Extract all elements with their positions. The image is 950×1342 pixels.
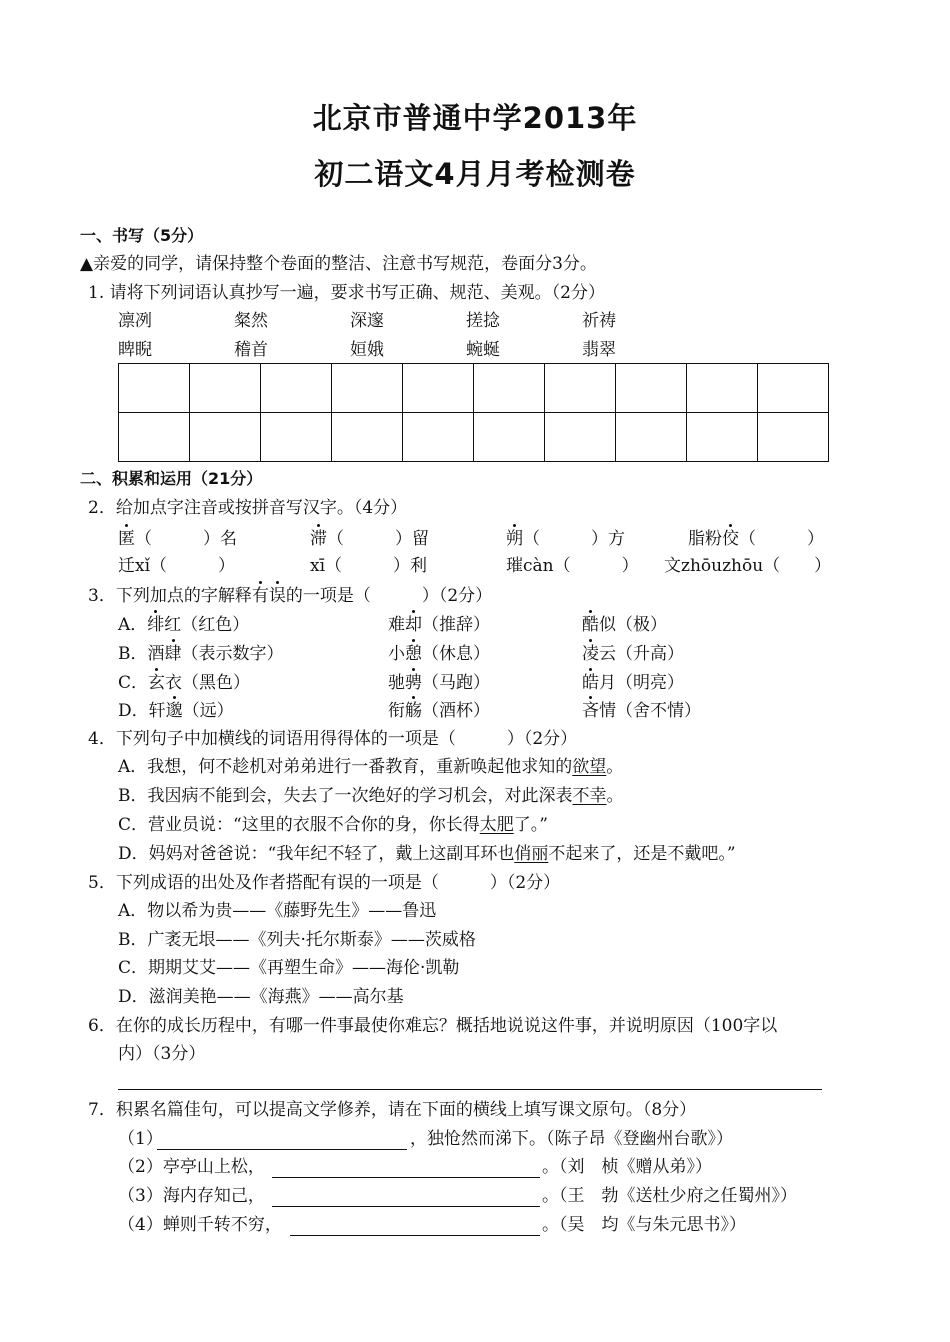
- q7-item-3-label: （3）海内存知己，: [118, 1186, 265, 1206]
- word-item: 深邃: [350, 311, 384, 331]
- word-item: 粲然: [234, 311, 268, 331]
- grid-cell[interactable]: [332, 364, 403, 413]
- q3-option-d-3: 吝情（舍不情）: [582, 701, 701, 721]
- grid-cell[interactable]: [403, 364, 474, 413]
- word-item: 搓捻: [466, 311, 500, 331]
- q3-option-c-2: 驰骋（马跑）: [388, 673, 490, 693]
- question-1-stem: 1. 请将下列词语认真抄写一遍，要求书写正确、规范、美观。（2分）: [88, 283, 605, 303]
- grid-cell[interactable]: [687, 413, 758, 462]
- grid-cell[interactable]: [119, 364, 190, 413]
- q3-option-b-3: 凌云（升高）: [582, 644, 684, 664]
- grid-cell[interactable]: [119, 413, 190, 462]
- q7-item-4-text: 。（吴 均《与朱元思书》）: [542, 1215, 746, 1235]
- q3-option-a-1: A．绯红（红色）: [118, 615, 250, 635]
- grid-cell[interactable]: [687, 364, 758, 413]
- q4-option-a: A．我想，何不趁机对弟弟进行一番教育，重新唤起他求知的欲望。: [118, 757, 624, 777]
- section1-note: ▲亲爱的同学，请保持整个卷面的整洁、注意书写规范，卷面分3分。: [80, 254, 597, 274]
- grid-cell[interactable]: [190, 413, 261, 462]
- grid-cell[interactable]: [545, 364, 616, 413]
- grid-cell[interactable]: [474, 364, 545, 413]
- q7-item-3-text: 。（王 勃《送杜少府之任蜀州》）: [542, 1186, 797, 1206]
- grid-cell[interactable]: [545, 413, 616, 462]
- section1-heading: 一、书写（5分）: [80, 226, 204, 245]
- word-item: 祈祷: [582, 311, 616, 331]
- handwriting-grid[interactable]: [118, 363, 829, 462]
- word-item: 睥睨: [118, 340, 152, 360]
- grid-cell[interactable]: [616, 413, 687, 462]
- q5-option-b: B．广袤无垠——《列夫·托尔斯泰》——茨威格: [118, 930, 476, 950]
- q3-option-b-1: B．酒肆（表示数字）: [118, 644, 284, 664]
- q3-option-a-3: 酷似（极）: [582, 615, 667, 635]
- q2-item-5: 迁xǐ（ ）: [118, 556, 236, 576]
- q2-item-1: 匿（ ）名: [118, 529, 237, 549]
- q2-item-2: 滞（ ）留: [310, 529, 429, 549]
- q2-item-8: 文zhōuzhōu（ ）: [664, 556, 832, 576]
- q6-answer-line[interactable]: [118, 1089, 822, 1090]
- q2-item-6: xī（ ）利: [310, 556, 428, 576]
- q3-option-d-1: D．轩邈（远）: [118, 701, 234, 721]
- q7-item-1-blank[interactable]: [157, 1149, 407, 1150]
- word-item: 姮娥: [350, 340, 384, 360]
- q7-item-3-blank[interactable]: [272, 1206, 540, 1207]
- word-item: 凛冽: [118, 311, 152, 331]
- page-title-line2: 初二语文4月月考检测卷: [314, 157, 636, 191]
- grid-cell[interactable]: [758, 364, 829, 413]
- word-item: 稽首: [234, 340, 268, 360]
- q7-item-1-text: ，独怆然而涕下。（陈子昂《登幽州台歌》）: [410, 1129, 733, 1149]
- grid-cell[interactable]: [616, 364, 687, 413]
- q3-option-c-3: 皓月（明亮）: [582, 673, 684, 693]
- q7-item-4-label: （4）蝉则千转不穷，: [118, 1215, 282, 1235]
- question-4-stem: 4．下列句子中加横线的词语用得得体的一项是（ ）（2分）: [88, 729, 578, 749]
- grid-cell[interactable]: [474, 413, 545, 462]
- q2-item-7: 璀càn（ ）: [506, 556, 639, 576]
- word-item: 蜿蜒: [466, 340, 500, 360]
- question-2-stem: 2．给加点字注音或按拼音写汉字。（4分）: [88, 498, 408, 518]
- grid-cell[interactable]: [261, 413, 332, 462]
- q3-option-a-2: 难却（推辞）: [388, 615, 490, 635]
- q7-item-1-label: （1）: [118, 1129, 163, 1149]
- q5-option-c: C．期期艾艾——《再塑生命》——海伦·凯勒: [118, 958, 460, 978]
- grid-cell[interactable]: [261, 364, 332, 413]
- q2-item-4: 脂粉佼（ ）: [688, 529, 824, 549]
- grid-cell[interactable]: [403, 413, 474, 462]
- section2-heading: 二、积累和运用（21分）: [80, 469, 263, 488]
- grid-cell[interactable]: [758, 413, 829, 462]
- grid-cell[interactable]: [190, 364, 261, 413]
- q3-option-b-2: 小憩（休息）: [388, 644, 490, 664]
- question-3-stem: 3．下列加点的字解释有误的一项是（ ）（2分）: [88, 586, 493, 606]
- question-5-stem: 5．下列成语的出处及作者搭配有误的一项是（ ）（2分）: [88, 873, 561, 893]
- question-6-stem-line2: 内）（3分）: [118, 1044, 206, 1064]
- q5-option-d: D．滋润美艳——《海燕》——高尔基: [118, 987, 404, 1007]
- q3-option-c-1: C．玄衣（黑色）: [118, 673, 251, 693]
- word-item: 翡翠: [582, 340, 616, 360]
- q7-item-2-label: （2）亭亭山上松，: [118, 1157, 265, 1177]
- q2-item-3: 朔（ ）方: [506, 529, 625, 549]
- page-title-line1: 北京市普通中学2013年: [312, 101, 638, 135]
- grid-cell[interactable]: [332, 413, 403, 462]
- question-7-stem: 7．积累名篇佳句，可以提高文学修养，请在下面的横线上填写课文原句。（8分）: [88, 1100, 697, 1120]
- q5-option-a: A．物以希为贵——《藤野先生》——鲁迅: [118, 901, 437, 921]
- q7-item-2-blank[interactable]: [272, 1177, 540, 1178]
- q3-option-d-2: 衔觞（酒杯）: [388, 701, 490, 721]
- q7-item-2-text: 。（刘 桢《赠从弟》）: [542, 1157, 712, 1177]
- q4-option-c: C．营业员说：“这里的衣服不合你的身，你长得太肥了。”: [118, 815, 548, 835]
- q4-option-d: D．妈妈对爸爸说：“我年纪不轻了，戴上这副耳环也俏丽不起来了，还是不戴吧。”: [118, 844, 736, 864]
- q7-item-4-blank[interactable]: [290, 1235, 540, 1236]
- question-6-stem-line1: 6．在你的成长历程中，有哪一件事最使你难忘？概括地说说这件事，并说明原因（100字以: [88, 1016, 778, 1036]
- q4-option-b: B．我因病不能到会，失去了一次绝好的学习机会，对此深表不幸。: [118, 786, 624, 806]
